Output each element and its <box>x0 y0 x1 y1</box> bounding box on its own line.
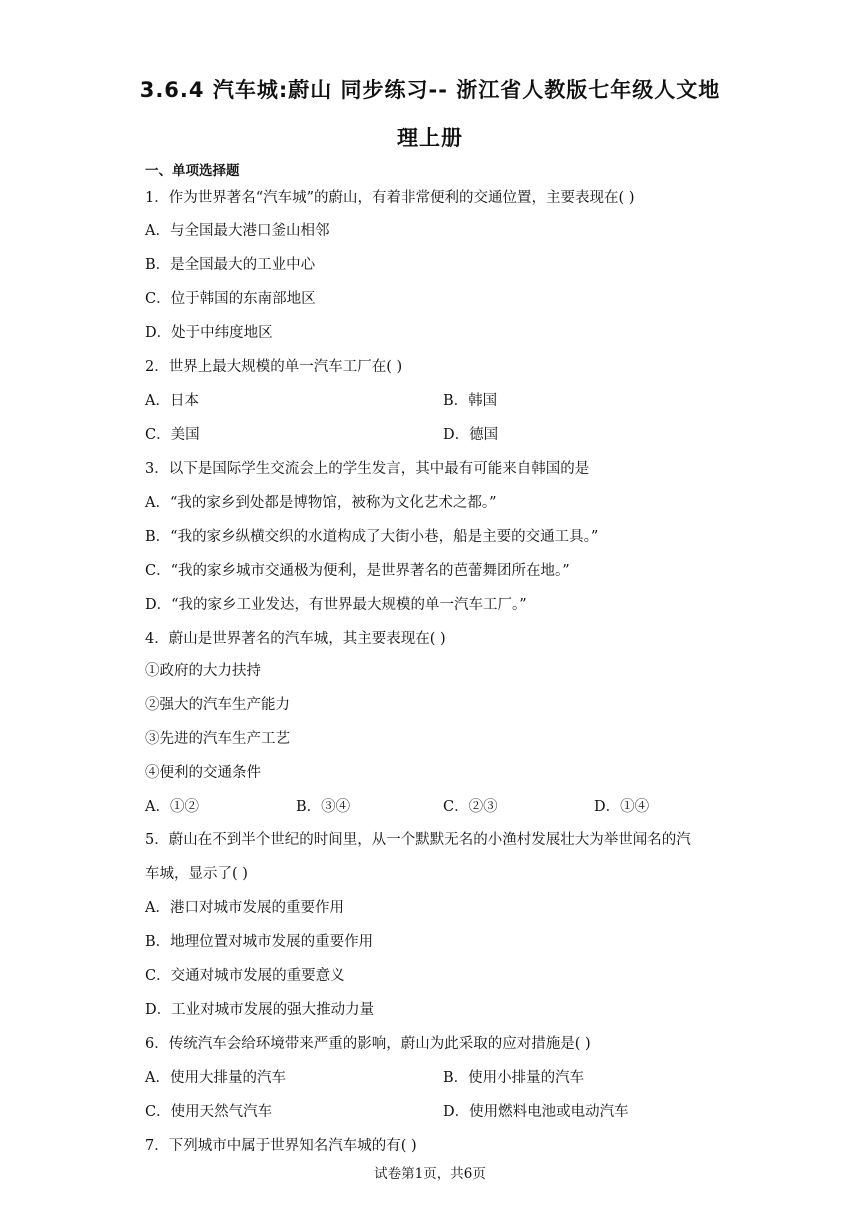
q2-option-d: D．德国 <box>443 427 499 443</box>
q2-option-a: A．日本 <box>145 393 199 409</box>
q2-stem: 2．世界上最大规模的单一汽车工厂在( ) <box>145 359 403 375</box>
q1-option-d: D．处于中纬度地区 <box>145 325 273 341</box>
title-line-1: 3.6.4 汽车城:蔚山 同步练习-- 浙江省人教版七年级人文地 <box>139 78 721 102</box>
q2-option-b: B．韩国 <box>443 393 498 409</box>
q6-stem: 6．传统汽车会给环境带来严重的影响，蔚山为此采取的应对措施是( ) <box>145 1036 591 1052</box>
page-footer: 试卷第1页，共6页 <box>374 1166 486 1182</box>
q4-option-a: A．①② <box>145 799 199 815</box>
q6-option-b: B．使用小排量的汽车 <box>443 1070 585 1086</box>
q7-stem: 7．下列城市中属于世界知名汽车城的有( ) <box>145 1138 417 1154</box>
q1-option-c: C．位于韩国的东南部地区 <box>145 291 316 307</box>
q5-option-d: D．工业对城市发展的强大推动力量 <box>145 1002 375 1018</box>
q4-statement-3: ③先进的汽车生产工艺 <box>145 731 290 747</box>
q6-option-d: D．使用燃料电池或电动汽车 <box>443 1104 629 1120</box>
q4-option-b: B．③④ <box>296 799 351 815</box>
q5-option-a: A．港口对城市发展的重要作用 <box>145 900 344 916</box>
q3-option-a: A．“我的家乡到处都是博物馆，被称为文化艺术之都。” <box>145 495 497 511</box>
q3-stem: 3．以下是国际学生交流会上的学生发言，其中最有可能来自韩国的是 <box>145 461 590 477</box>
q5-stem-line-2: 车城，显示了( ) <box>145 866 248 882</box>
q5-option-c: C．交通对城市发展的重要意义 <box>145 968 345 984</box>
q1-option-a: A．与全国最大港口釜山相邻 <box>145 223 330 239</box>
q2-option-c: C．美国 <box>145 427 200 443</box>
q5-option-b: B．地理位置对城市发展的重要作用 <box>145 934 374 950</box>
q5-stem-line-1: 5．蔚山在不到半个世纪的时间里，从一个默默无名的小渔村发展壮大为举世闻名的汽 <box>145 832 691 848</box>
q4-stem: 4．蔚山是世界著名的汽车城，其主要表现在( ) <box>145 631 446 647</box>
q4-statement-4: ④便利的交通条件 <box>145 765 261 781</box>
q6-option-a: A．使用大排量的汽车 <box>145 1070 286 1086</box>
title-line-2: 理上册 <box>397 126 463 150</box>
q4-option-d: D．①④ <box>594 799 650 815</box>
q4-option-c: C．②③ <box>443 799 498 815</box>
q4-statement-1: ①政府的大力扶持 <box>145 663 261 679</box>
section-heading: 一、单项选择题 <box>145 163 240 179</box>
q4-statement-2: ②强大的汽车生产能力 <box>145 697 290 713</box>
q3-option-d: D．“我的家乡工业发达，有世界最大规模的单一汽车工厂。” <box>145 597 527 613</box>
q1-option-b: B．是全国最大的工业中心 <box>145 257 316 273</box>
q6-option-c: C．使用天然气汽车 <box>145 1104 273 1120</box>
q3-option-b: B．“我的家乡纵横交织的水道构成了大街小巷，船是主要的交通工具。” <box>145 529 599 545</box>
q3-option-c: C．“我的家乡城市交通极为便利，是世界著名的芭蕾舞团所在地。” <box>145 563 570 579</box>
q1-stem: 1．作为世界著名“汽车城”的蔚山，有着非常便利的交通位置，主要表现在( ) <box>145 190 635 206</box>
